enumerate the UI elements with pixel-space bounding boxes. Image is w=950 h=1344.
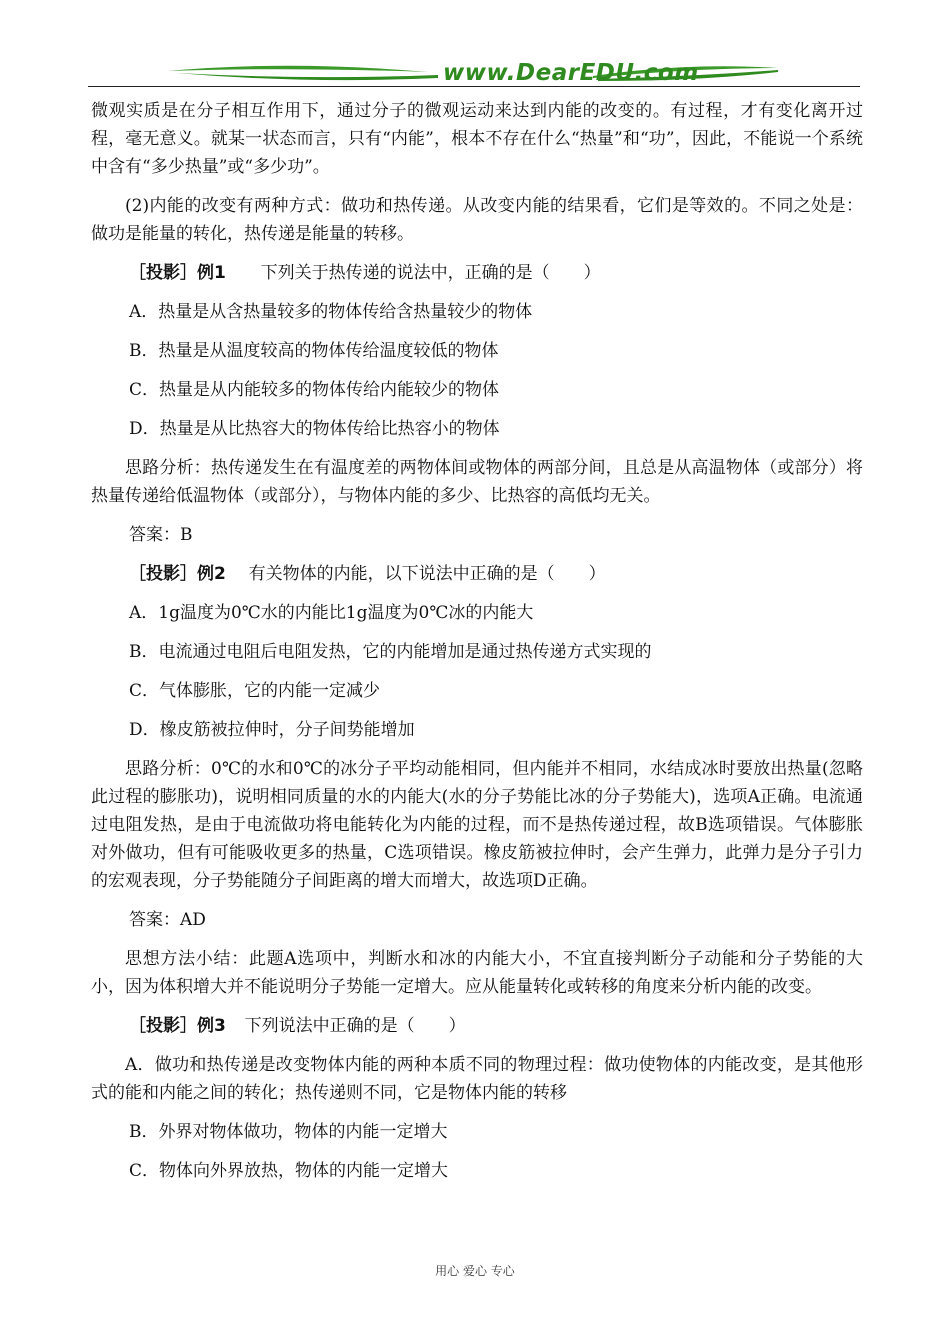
example-3-question (91, 1012, 863, 1040)
example-3-option-c: C．物体向外界放热，物体的内能一定增大 (129, 1161, 449, 1181)
document-body (91, 97, 863, 1185)
example-1-answer: 答案：B (129, 525, 193, 545)
example-2-option-a: A．1g温度为0℃水的内能比1g温度为0℃冰的内能大 (129, 603, 534, 623)
example-3-tag: ［投影］例3 (129, 1016, 226, 1036)
example-1-option-a: A．热量是从含热量较多的物体传给含热量较少的物体 (129, 302, 533, 322)
example-3-option-b: B．外界对物体做功，物体的内能一定增大 (129, 1122, 448, 1142)
site-header (88, 54, 860, 94)
example-1-analysis: 思路分析：热传递发生在有温度差的两物体间或物体的两部分间，且总是从高温物体（或部分）将热量传递给低温物体（或部分），与物体内能的多少、比热容的高低均无关。 (91, 458, 863, 506)
example-2-option-c: C．气体膨胀，它的内能一定减少 (129, 681, 381, 701)
example-1-stem: 下列关于热传递的说法中，正确的是（ ） (260, 263, 601, 283)
example-2-tag: ［投影］例2 (129, 564, 226, 584)
example-1-option-c: C．热量是从内能较多的物体传给内能较少的物体 (129, 380, 500, 400)
example-1-option-b: B．热量是从温度较高的物体传给温度较低的物体 (129, 341, 499, 361)
example-3-stem: 下列说法中正确的是（ ） (244, 1016, 466, 1036)
example-2-summary: 思想方法小结：此题A选项中，判断水和冰的内能大小，不宜直接判断分子动能和分子势能的大小，因为体积增大并不能说明分子势能一定增大。应从能量转化或转移的角度来分析内能的改变。 (91, 949, 863, 997)
example-3-option-a: A．做功和热传递是改变物体内能的两种本质不同的物理过程：做功使物体的内能改变，是其他形式的能和内能之间的转化；热传递则不同，它是物体内能的转移 (91, 1055, 863, 1103)
site-logo-text: www.DearEDU.com (443, 60, 699, 86)
example-1-tag: ［投影］例1 (129, 263, 226, 283)
example-2-stem: 有关物体的内能，以下说法中正确的是（ ） (248, 564, 606, 584)
example-2-analysis: 思路分析：0℃的水和0℃的冰分子平均动能相同，但内能并不相同，水结成冰时要放出热量(忽略此过程的膨胀功)，说明相同质量的水的内能大(水的分子势能比冰的分子势能大)，选项A正确。电流通过电阻发热，是由于电流做功将电能转化为内能的过程，而不是热传递过程，故B选项错误。气体膨胀对外做功，但有可能吸收更多的热量，C选项错误。橡皮筋被拉伸时，会产生弹力，此弹力是分子引力的宏观表现，分子势能随分子间距离的增大而增大，故选项D正确。 (91, 759, 863, 891)
example-2-option-b: B．电流通过电阻后电阻发热，它的内能增加是通过热传递方式实现的 (129, 642, 652, 662)
page-footer: 用心 爱心 专心 (435, 1264, 515, 1278)
example-2-answer: 答案：AD (129, 910, 206, 930)
header-divider (88, 86, 860, 87)
example-1-option-d: D．热量是从比热容大的物体传给比热容小的物体 (129, 419, 500, 439)
example-2-option-d: D．橡皮筋被拉伸时，分子间势能增加 (129, 720, 415, 740)
example-2-question (91, 560, 863, 588)
paragraph-intro: 微观实质是在分子相互作用下，通过分子的微观运动来达到内能的改变的。有过程，才有变化离开过程，毫无意义。就某一状态而言，只有“内能”，根本不存在什么“热量”和“功”，因此，不能说一个系统中含有“多少热量”或“多少功”。 (91, 101, 863, 177)
example-1-question (91, 259, 863, 287)
paragraph-methods: (2)内能的改变有两种方式：做功和热传递。从改变内能的结果看，它们是等效的。不同之处是：做功是能量的转化，热传递是能量的转移。 (91, 196, 863, 244)
